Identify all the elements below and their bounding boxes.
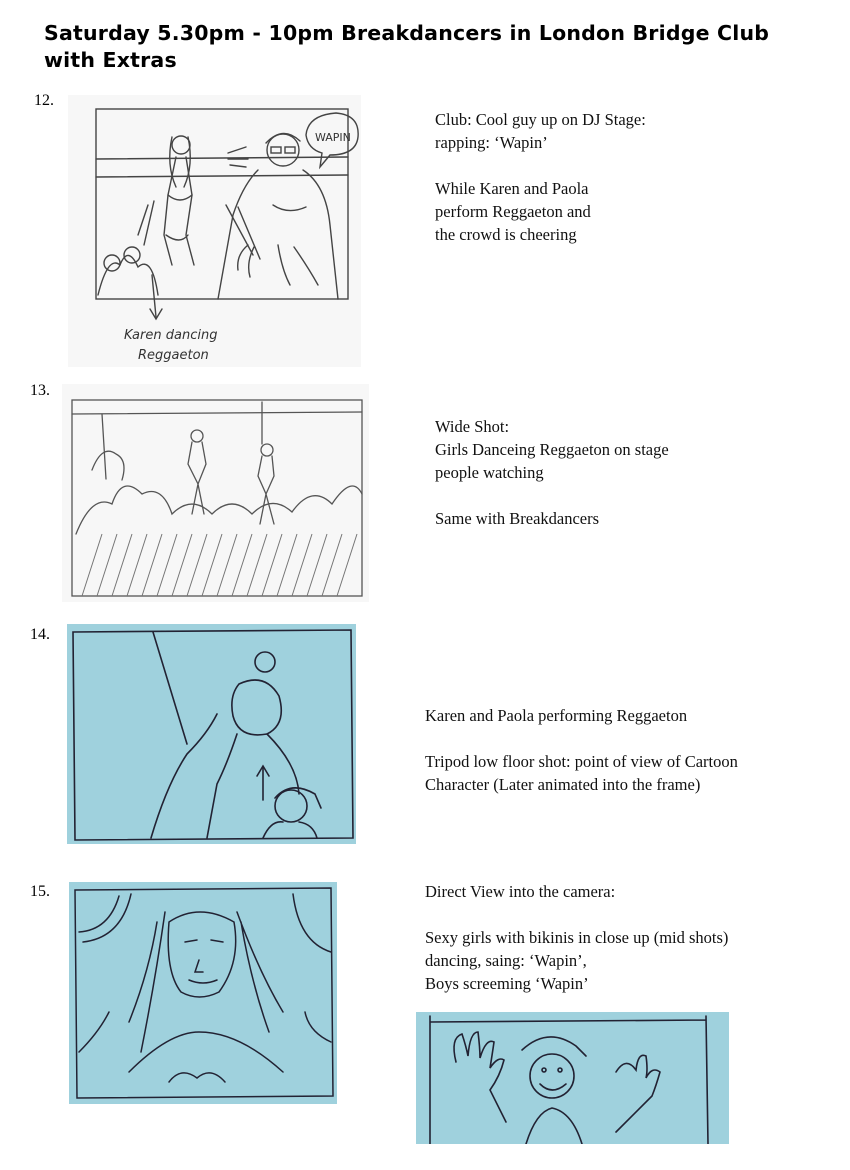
sketch-image-15 [69,882,337,1104]
shot-number: 14. [30,626,50,643]
sketch-drawing-15 [69,882,337,1104]
desc-line: Girls Danceing Reggaeton on stage [435,440,669,459]
desc-line: people watching [435,463,544,482]
sketch-caption-line-1: Karen dancing [124,328,218,343]
sketch-image-14 [67,624,356,844]
desc-line: Same with Breakdancers [435,509,600,528]
sketch-drawing-12 [68,95,361,367]
desc-line: Club: Cool guy up on DJ Stage: [435,110,646,129]
sketch-drawing-14 [67,624,356,844]
sketch-caption-line-2: Reggaeton [138,348,209,363]
desc-line: Direct View into the camera: [425,882,616,901]
title-line-2: with Extras [44,48,177,72]
sketch-image-13 [62,384,369,602]
desc-line: Wide Shot: [435,417,510,436]
desc-line: rapping: ‘Wapin’ [435,133,548,152]
desc-line: While Karen and Paola [435,179,589,198]
shot-number: 13. [30,382,50,399]
desc-line: Karen and Paola performing Reggaeton [425,706,688,725]
shot-description-12 [435,108,825,246]
sketch-drawing-15b [416,1012,729,1144]
sketch-drawing-13 [62,384,369,602]
desc-line: Sexy girls with bikinis in close up (mid shots) [425,928,729,947]
shot-description-13 [435,415,825,530]
title-line-1: Saturday 5.30pm - 10pm Breakdancers in London Bridge Club [44,21,770,45]
desc-line: Character (Later animated into the frame) [425,775,701,794]
desc-line: perform Reggaeton and [435,202,591,221]
desc-line: dancing, saing: ‘Wapin’, [425,951,587,970]
desc-line: Boys screeming ‘Wapin’ [425,974,589,993]
sketch-image-12 [68,95,361,367]
sketch-speech-text: WAPIN [315,131,351,144]
shot-description-14 [425,704,835,796]
shot-description-15 [425,880,835,995]
page-title [44,20,824,74]
desc-line: the crowd is cheering [435,225,577,244]
shot-number: 15. [30,883,50,900]
sketch-image-15b [416,1012,729,1144]
desc-line: Tripod low floor shot: point of view of Cartoon [425,752,738,771]
shot-number: 12. [34,92,54,109]
